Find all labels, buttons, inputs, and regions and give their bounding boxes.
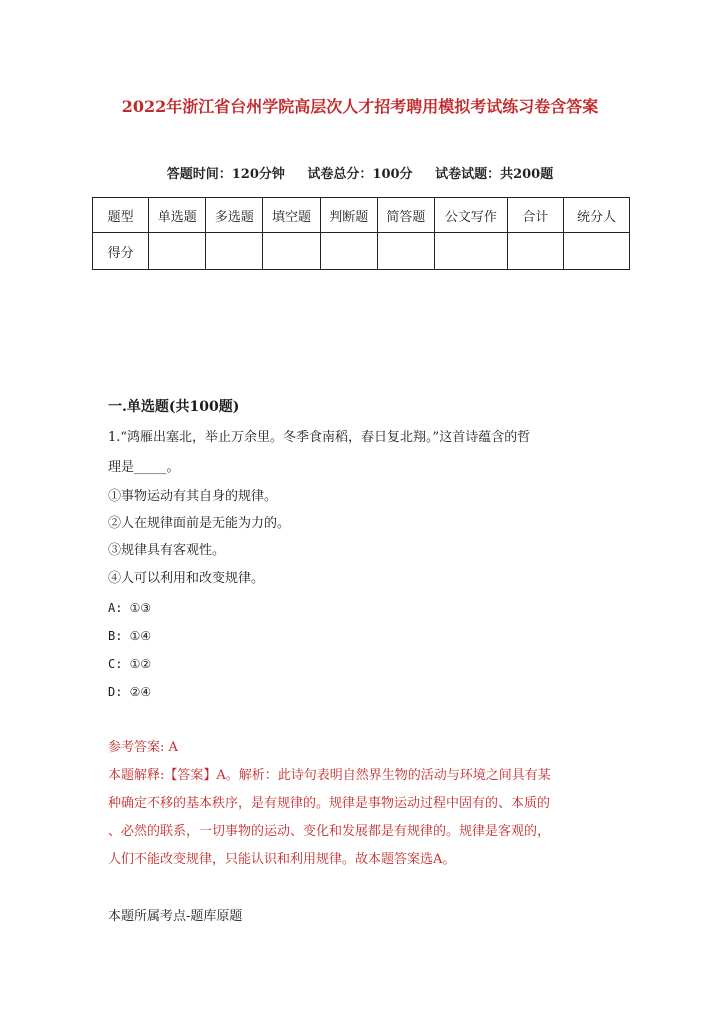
question-stem-line-2: 理是_____。 xyxy=(108,460,180,475)
score-cell xyxy=(507,233,563,270)
score-table xyxy=(92,197,630,270)
score-header-cell: 判断题 xyxy=(320,198,377,233)
score-header-cell: 题型 xyxy=(93,198,149,233)
score-header-cell: 单选题 xyxy=(149,198,206,233)
question-stem-line-1: 1.“鸿雁出塞北，举止万余里。冬季食南稻，春日复北翔。”这首诗蕴含的哲 xyxy=(108,430,531,445)
explanation-line-3: 、必然的联系，一切事物的运动、变化和发展都是有规律的。规律是客观的， xyxy=(108,824,551,839)
question-source: 本题所属考点-题库原题 xyxy=(108,909,243,924)
score-header-cell: 简答题 xyxy=(377,198,434,233)
exam-total-score: 试卷总分：100分 xyxy=(307,167,413,182)
option-b: B: ①④ xyxy=(108,629,152,643)
score-cell xyxy=(206,233,263,270)
score-cell xyxy=(563,233,629,270)
section-title: 一.单选题(共100题) xyxy=(108,399,240,415)
score-header-cell: 合计 xyxy=(507,198,563,233)
score-table-score-row xyxy=(93,233,630,270)
score-cell xyxy=(263,233,320,270)
score-cell xyxy=(377,233,434,270)
explanation-line-1: 本题解释:【答案】A。解析：此诗句表明自然界生物的活动与环境之间具有某 xyxy=(108,768,551,783)
score-table-header-row xyxy=(93,198,630,233)
score-cell xyxy=(320,233,377,270)
option-d: D: ②④ xyxy=(108,685,152,699)
exam-time: 答题时间：120分钟 xyxy=(166,167,285,182)
score-row-label: 得分 xyxy=(93,233,149,270)
statement-2: ②人在规律面前是无能为力的。 xyxy=(108,516,291,531)
explanation-line-2: 种确定不移的基本秩序，是有规律的。规律是事物运动过程中固有的、本质的 xyxy=(108,796,551,811)
statement-3: ③规律具有客观性。 xyxy=(108,543,226,558)
statement-4: ④人可以利用和改变规律。 xyxy=(108,571,265,586)
reference-answer: 参考答案: A xyxy=(108,740,178,755)
explanation-line-4: 人们不能改变规律，只能认识和利用规律。故本题答案选A。 xyxy=(108,852,456,867)
page-title: 2022年浙江省台州学院高层次人才招考聘用模拟考试练习卷含答案 xyxy=(121,97,599,116)
score-header-cell: 统分人 xyxy=(563,198,629,233)
exam-info xyxy=(0,163,720,182)
score-cell xyxy=(149,233,206,270)
option-a: A: ①③ xyxy=(108,601,152,615)
exam-question-count: 试卷试题：共200题 xyxy=(435,167,554,182)
score-header-cell: 填空题 xyxy=(263,198,320,233)
option-c: C: ①② xyxy=(108,657,152,671)
statement-1: ①事物运动有其自身的规律。 xyxy=(108,489,278,504)
score-header-cell: 公文写作 xyxy=(434,198,507,233)
score-header-cell: 多选题 xyxy=(206,198,263,233)
score-cell xyxy=(434,233,507,270)
